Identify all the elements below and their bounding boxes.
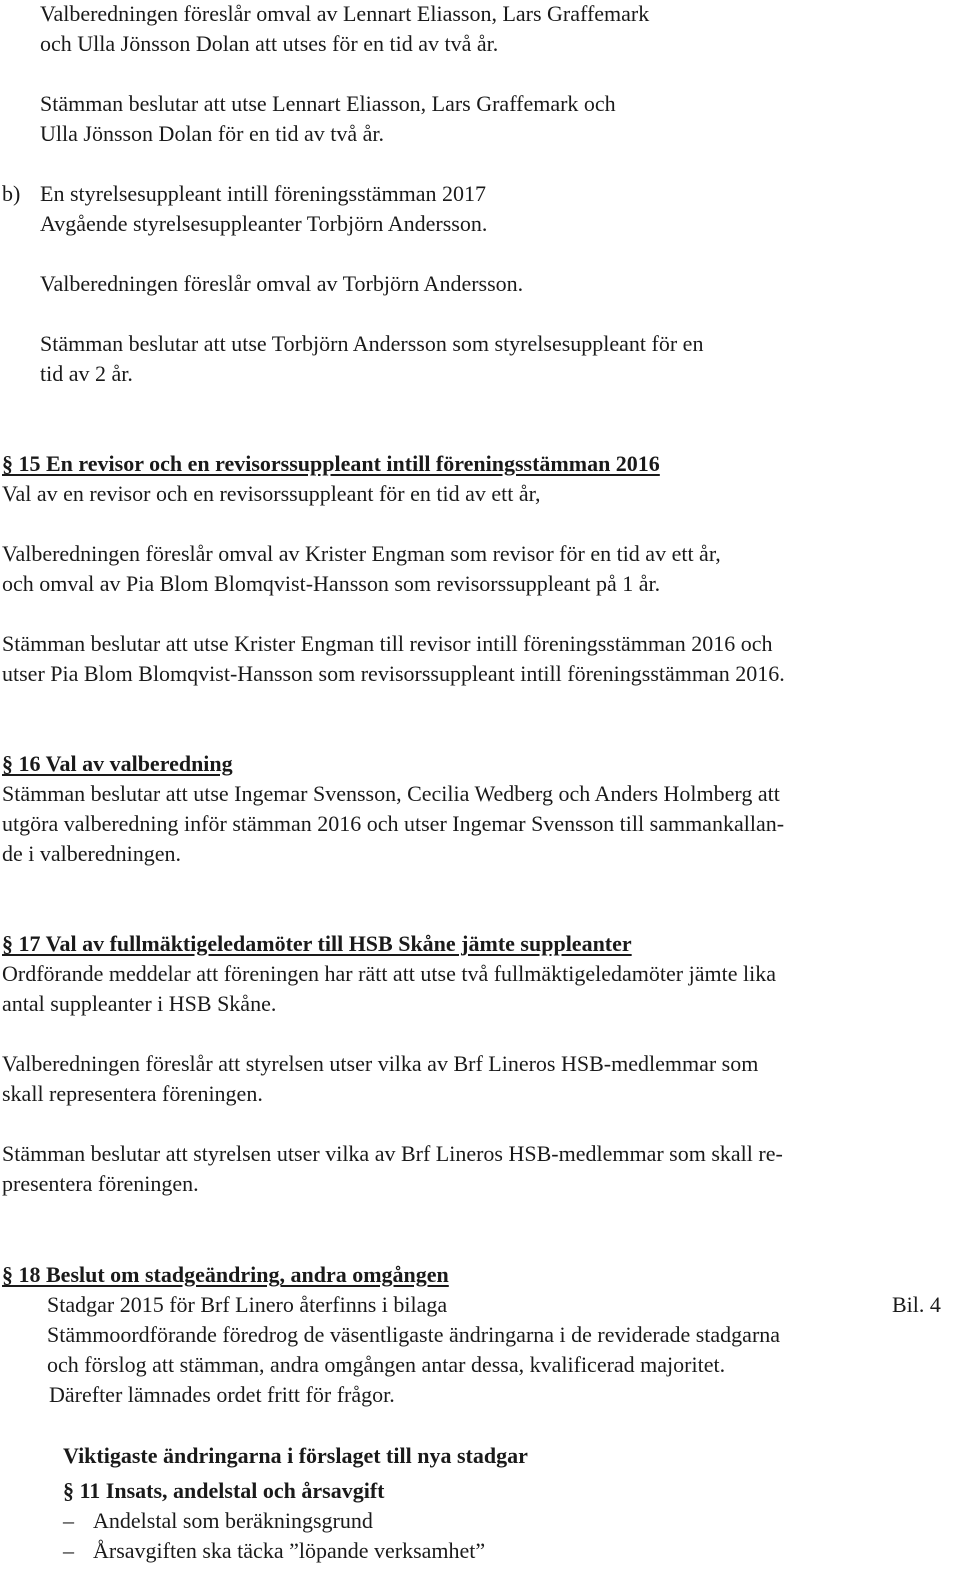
list-item-b-line: Avgående styrelsesuppleanter Torbjörn Andersson. bbox=[40, 211, 488, 236]
attachment-reference: Bil. 4 bbox=[892, 1292, 941, 1317]
paragraph-line: presentera föreningen. bbox=[2, 1171, 199, 1196]
bullet-item: Andelstal som beräkningsgrund bbox=[93, 1508, 373, 1533]
section-heading-18: § 18 Beslut om stadgeändring, andra omgången bbox=[2, 1262, 449, 1287]
bullet-item: Årsavgiften ska täcka ”löpande verksamhet” bbox=[93, 1538, 486, 1563]
section-heading-17: § 17 Val av fullmäktigeledamöter till HSB Skåne jämte suppleanter bbox=[2, 931, 632, 956]
bullet-dash: – bbox=[63, 1538, 74, 1563]
paragraph-line: antal suppleanter i HSB Skåne. bbox=[2, 991, 277, 1016]
paragraph-line: skall representera föreningen. bbox=[2, 1081, 263, 1106]
paragraph-line: Därefter lämnades ordet fritt för frågor. bbox=[49, 1382, 395, 1407]
paragraph-line: Stadgar 2015 för Brf Linero återfinns i bilaga bbox=[47, 1292, 448, 1317]
paragraph-line: och Ulla Jönsson Dolan att utses för en tid av två år. bbox=[40, 31, 499, 56]
list-marker-b: b) bbox=[2, 181, 21, 206]
bullet-dash: – bbox=[63, 1508, 74, 1533]
paragraph-line: Stämmoordförande föredrog de väsentligaste ändringarna i de reviderade stadgarna bbox=[47, 1322, 781, 1347]
sub-heading: Viktigaste ändringarna i förslaget till nya stadgar bbox=[63, 1443, 528, 1468]
paragraph-line: Ordförande meddelar att föreningen har rätt att utse två fullmäktigeledamöter jämte lika bbox=[2, 961, 776, 986]
paragraph-line: Ulla Jönsson Dolan för en tid av två år. bbox=[40, 121, 384, 146]
list-item-b-line: En styrelsesuppleant intill föreningsstämman 2017 bbox=[40, 181, 487, 206]
paragraph-line: Valberedningen föreslår omval av Torbjörn Andersson. bbox=[40, 271, 524, 296]
paragraph-line: Valberedningen föreslår att styrelsen utser vilka av Brf Lineros HSB-medlemmar som bbox=[2, 1051, 759, 1076]
paragraph-line: Valberedningen föreslår omval av Krister Engman som revisor för en tid av ett år, bbox=[2, 541, 721, 566]
paragraph-line: de i valberedningen. bbox=[2, 841, 181, 866]
paragraph-line: tid av 2 år. bbox=[40, 361, 133, 386]
paragraph-line: och omval av Pia Blom Blomqvist-Hansson som revisorssuppleant på 1 år. bbox=[2, 571, 661, 596]
paragraph-line: Valberedningen föreslår omval av Lennart Eliasson, Lars Graffemark bbox=[40, 1, 650, 26]
paragraph-line: Stämman beslutar att utse Krister Engman till revisor intill föreningsstämman 2016 och bbox=[2, 631, 773, 656]
paragraph-line: utgöra valberedning inför stämman 2016 och utser Ingemar Svensson till sammankallan- bbox=[2, 811, 785, 836]
paragraph-line: och förslog att stämman, andra omgången antar dessa, kvalificerad majoritet. bbox=[47, 1352, 726, 1377]
paragraph-line: Stämman beslutar att utse Ingemar Svensson, Cecilia Wedberg och Anders Holmberg att bbox=[2, 781, 780, 806]
sub-section-heading: § 11 Insats, andelstal och årsavgift bbox=[63, 1478, 385, 1503]
paragraph-line: Stämman beslutar att utse Lennart Eliasson, Lars Graffemark och bbox=[40, 91, 616, 116]
paragraph-line: Val av en revisor och en revisorssuppleant för en tid av ett år, bbox=[2, 481, 541, 506]
section-heading-16: § 16 Val av valberedning bbox=[2, 751, 233, 776]
section-heading-15: § 15 En revisor och en revisorssuppleant intill föreningsstämman 2016 bbox=[2, 451, 660, 476]
paragraph-line: Stämman beslutar att utse Torbjörn Andersson som styrelsesuppleant för en bbox=[40, 331, 704, 356]
paragraph-line: utser Pia Blom Blomqvist-Hansson som revisorssuppleant intill föreningsstämman 2016. bbox=[2, 661, 785, 686]
paragraph-line: Stämman beslutar att styrelsen utser vilka av Brf Lineros HSB-medlemmar som skall re- bbox=[2, 1141, 783, 1166]
